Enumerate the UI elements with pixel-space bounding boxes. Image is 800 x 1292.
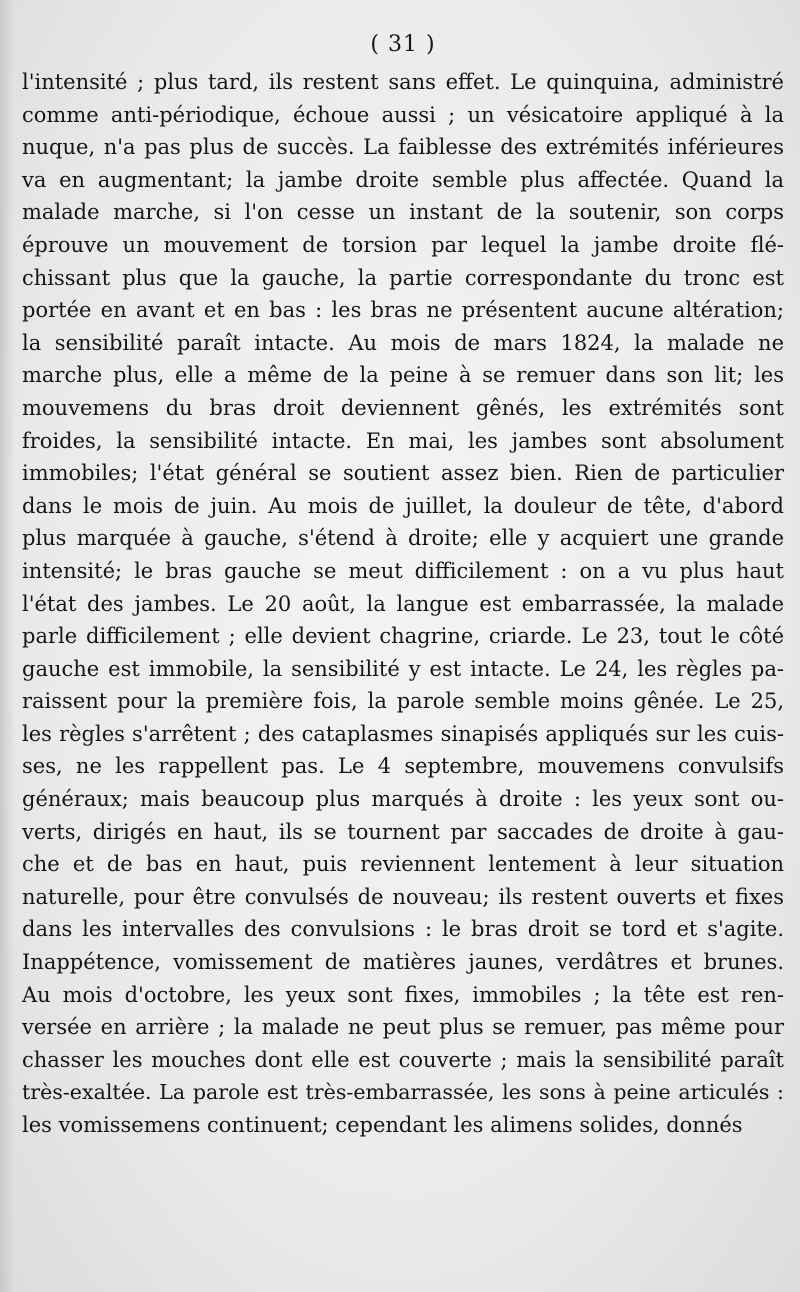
text-line: raissent pour la première fois, la parole semble moins gênée. Le 25, xyxy=(22,689,784,714)
text-line: Au mois d'octobre, les yeux sont fixes, immobiles ; la tête est ren- xyxy=(22,982,784,1007)
text-line: les vomissemens continuent; cependant les alimens solides, donnés xyxy=(22,1113,743,1137)
text-line: nuque, n'a pas plus de succès. La faiblesse des extrémités inférieures xyxy=(22,135,784,160)
text-line: verts, dirigés en haut, ils se tournent par saccades de droite à gau- xyxy=(22,819,784,844)
text-line: la sensibilité paraît intacte. Au mois de mars 1824, la malade ne xyxy=(22,330,784,355)
text-line: l'état des jambes. Le 20 août, la langue est embarrassée, la malade xyxy=(22,591,784,616)
page-number: ( 31 ) xyxy=(370,32,436,57)
text-line: dans le mois de juin. Au mois de juillet, la douleur de tête, d'abord xyxy=(22,493,784,518)
text-line: éprouve un mouvement de torsion par lequel la jambe droite flé- xyxy=(22,232,784,257)
text-line: généraux; mais beaucoup plus marqués à droite : les yeux sont ou- xyxy=(22,787,784,812)
text-line: naturelle, pour être convulsés de nouveau; ils restent ouverts et fixes xyxy=(22,884,784,909)
text-line: les règles s'arrêtent ; des cataplasmes sinapisés appliqués sur les cuis- xyxy=(22,721,784,746)
text-line: malade marche, si l'on cesse un instant de la soutenir, son corps xyxy=(22,200,784,225)
body-text xyxy=(22,66,784,1142)
text-line: intensité; le bras gauche se meut difficilement : on a vu plus haut xyxy=(22,558,784,583)
text-line: dans les intervalles des convulsions : le bras droit se tord et s'agite. xyxy=(22,917,784,942)
text-line: l'intensité ; plus tard, ils restent sans effet. Le quinquina, administré xyxy=(22,70,784,94)
text-line: versée en arrière ; la malade ne peut plus se remuer, pas même pour xyxy=(22,1015,784,1040)
text-line: chasser les mouches dont elle est couverte ; mais la sensibilité paraît xyxy=(22,1047,784,1072)
text-line: chissant plus que la gauche, la partie correspondante du tronc est xyxy=(22,265,784,290)
text-line: va en augmentant; la jambe droite semble plus affectée. Quand la xyxy=(22,167,784,192)
text-line: très-exaltée. La parole est très-embarrassée, les sons à peine articulés : xyxy=(22,1080,784,1105)
text-line: marche plus, elle a même de la peine à se remuer dans son lit; les xyxy=(22,363,784,388)
text-line: parle difficilement ; elle devient chagrine, criarde. Le 23, tout le côté xyxy=(22,624,784,649)
text-line: froides, la sensibilité intacte. En mai, les jambes sont absolument xyxy=(22,428,784,453)
text-line: mouvemens du bras droit deviennent gênés, les extrémités sont xyxy=(22,395,784,420)
text-line: ses, ne les rappellent pas. Le 4 septembre, mouvemens convulsifs xyxy=(22,754,784,779)
text-line: comme anti-périodique, échoue aussi ; un vésicatoire appliqué à la xyxy=(22,102,784,127)
text-line: che et de bas en haut, puis reviennent lentement à leur situation xyxy=(22,852,784,877)
text-line: immobiles; l'état général se soutient assez bien. Rien de particulier xyxy=(22,461,784,486)
text-line: portée en avant et en bas : les bras ne présentent aucune altération; xyxy=(22,298,784,323)
text-line: gauche est immobile, la sensibilité y est intacte. Le 24, les règles pa- xyxy=(22,656,784,681)
text-line: Inappétence, vomissement de matières jaunes, verdâtres et brunes. xyxy=(22,950,784,975)
text-line: plus marquée à gauche, s'étend à droite; elle y acquiert une grande xyxy=(22,526,784,551)
